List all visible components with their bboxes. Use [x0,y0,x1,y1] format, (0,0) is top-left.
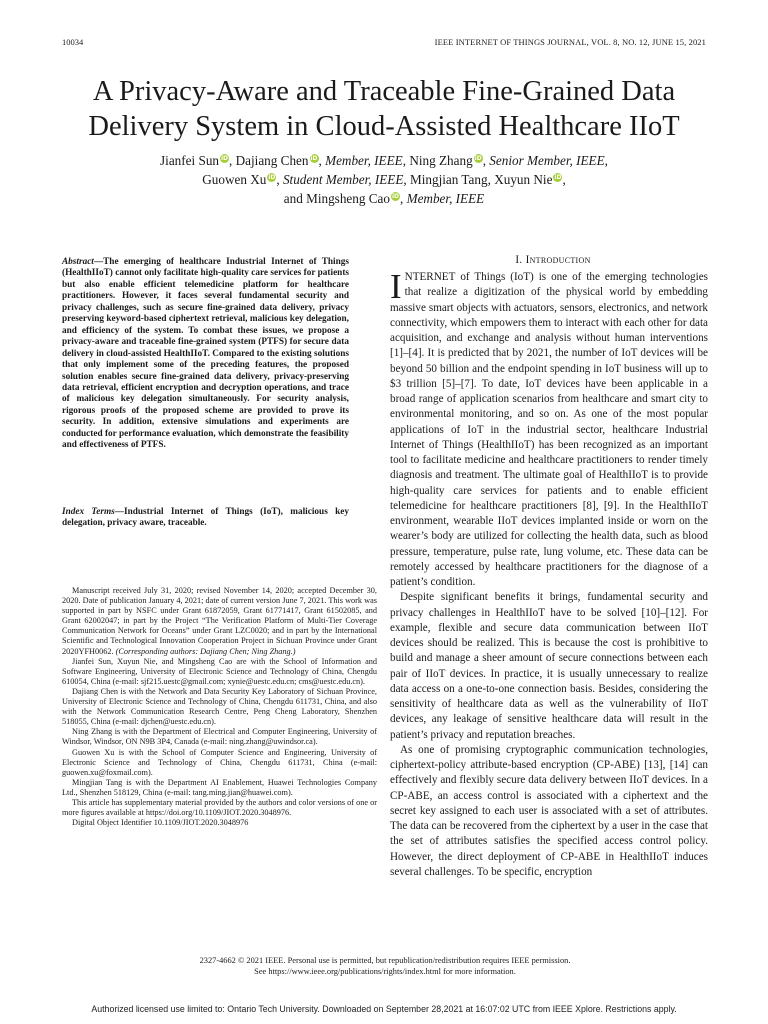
first-word: NTERNET [404,271,456,283]
abstract-text: The emerging of healthcare Industrial Internet of Things (HealthIIoT) cannot only facilitate high-quality care services for patients but also enable efficient telemedicine platform for healthcare practitioners. However, it faces several fundamental security and privacy challenges, such as secure fine-grained data delivery, privacy preserving keyword-based ciphertext retrieval, malicious key delegation, and efficiency of the system. To combat these issues, we propose a privacy-aware and traceable fine-grained system (PTFS) for secure data delivery in cloud-assisted HealthIIoT. Compared to the existing solutions that only implement some of the preceding features, the proposed solution enables secure fine-grained data delivery, privacy-preserving data retrieval, efficient encryption and decryption operations, and trace of malicious key delegation simultaneously. For security analysis, rigorous proofs of the proposed scheme are provided to prove its security. In addition, extensive simulations and experiments are conducted for performance evaluation, which demonstrate the feasibility and effectiveness of PTFS. [62,257,349,451]
orcid-icon[interactable]: iD [220,155,229,162]
author-name: Guowen Xu [202,172,267,187]
author-role: Student Member, IEEE [282,172,404,187]
section-heading [398,254,708,266]
abstract: Abstract—The emerging of healthcare Industrial Internet of Things (HealthIIoT) cannot only facilitate high-quality care services for patients but also enable efficient telemedicine platform for healthcare practitioners. However, it faces several fundamental security and privacy challenges, such as secure fine-grained data delivery, privacy preserving keyword-based ciphertext retrieval, malicious key delegation, and efficiency of the system. To combat these issues, we propose a privacy-aware and traceable fine-grained system (PTFS) for secure data delivery in cloud-assisted HealthIIoT. Compared to the existing solutions that only implement some of the preceding features, the proposed solution enables secure fine-grained data delivery, privacy-preserving data retrieval, efficient encryption and decryption operations, and trace of malicious key delegation simultaneously. For security analysis, rigorous proofs of the proposed scheme are provided to prove its security. In addition, extensive simulations and experiments are conducted for performance evaluation, which demonstrate the feasibility and effectiveness of PTFS. [62,257,349,451]
author-name: Ning Zhang [409,153,473,168]
title-line: Delivery System in Cloud-Assisted Healthcare IIoT [88,111,680,142]
author-line: and Mingsheng Cao iD, Member, IEEE [283,191,485,206]
page-number: 10034 [62,37,84,47]
footnote-supplementary: This article has supplementary material provided by the authors and color versions of one or more figures available at https://doi.org/10.1109/JIOT.2020.3048976. [62,797,377,818]
section-number: I. [515,254,523,266]
footnote-affiliation: Ning Zhang is with the Department of Electrical and Computer Engineering, University of Windsor, Windsor, ON N9B 3P4, Canada (e-mail: ning.zhang@uwindsor.ca). [62,727,377,747]
license-notice: Authorized licensed use limited to: Ontario Tech University. Downloaded on September 28,2021 at 16:07:02 UTC from IEEE Xplore. Restrictions apply. [91,1004,677,1014]
author-line: Guowen Xu iD, Student Member, IEEE, Mingjian Tang, Xuyun Nie iD, [202,172,566,187]
paragraph: As one of promising cryptographic communication technologies, ciphertext-policy attribute-based encryption (CP-ABE) [13], [14] can effectively and flexibly secure data delivery between IIoT devices. In a CP-ABE, an access control is associated with a ciphertext and the secret key assigned to each user is associated with a set of attributes. The data can be recovered from the ciphertext by a user in the case that the set of attributes satisfies the specified access control policy. However, the direct deployment of CP-ABE in HealthIIoT induces several challenges. To be specific, encryption [390,743,708,878]
author-role: Member, IEEE [406,191,485,206]
footnote-affiliation: Jianfei Sun, Xuyun Nie, and Mingsheng Cao are with the School of Information and Software Engineering, University of Electronic Science and Technology of China, Chengdu 610054, China (e-mail: sjf215.uestc@gmail.com; xynie@uestc.edu.cn; cms@uestc.edu.cn). [62,656,377,686]
introduction-body [390,267,708,880]
author-name: Mingsheng Cao [306,191,390,206]
drop-cap: I [390,267,402,306]
author-name: Xuyun Nie [494,172,553,187]
copyright-notice [62,955,708,977]
paragraph-text: of Things (IoT) is one of the emerging technologies that realize a digitization of the physical world by embedding massive smart objects with actuators, sensors, electronics, and network connectivity, which empowers them to interact with each other for data acquisition, and exchange and analysis without human interventions [1]–[4]. It is predicted that by 2021, the number of IoT devices will be beyond 50 billion and the endpoint spending in IoT business will up to $3 trillion [5]–[7]. To date, IoT devices have been applicable in a broad range of application scenarios from healthcare and smart city to environmental monitoring, and so on. As one of the most popular applications of IoT in the industrial sector, healthcare Industrial Internet of Things (HealthIIoT) has been recognized as an important tool to facilitate medicine and healthcare practitioners to render timely diagnosis and treatment. The ultimate goal of HealthIIoT is to provide high-quality care services for patients and to enable efficient telemedicine for healthcare practitioners [8], [9]. In the HealthIIoT environment, wearable IIoT devices implanted inside or worn on the wearer’s body are utilized for collecting the health data, such as blood pressure, temperature, pulse rate, lung volume, etc. These data can be remotely accessed by healthcare practitioners for the diagnose of a patient’s condition. [390,271,708,588]
index-terms-text: Industrial Internet of Things (IoT), malicious key delegation, privacy aware, traceable. [62,507,350,529]
copyright-line: 2327-4662 © 2021 IEEE. Personal use is permitted, but republication/redistribution requires IEEE permission. [199,956,571,965]
index-terms: Index Terms—Industrial Internet of Things (IoT), malicious key delegation, privacy aware, traceable. [62,507,350,529]
and-word: and [283,191,303,206]
paragraph [390,267,708,590]
orcid-icon[interactable]: iD [268,174,276,181]
author-role: Member, IEEE [325,153,403,168]
orcid-icon[interactable]: iD [310,155,318,162]
index-terms-label: Index Terms [62,507,115,517]
footnote-doi: Digital Object Identifier 10.1109/JIOT.2020.3048976 [72,818,249,828]
orcid-icon[interactable]: iD [391,193,400,200]
abstract-label: Abstract [62,257,94,267]
author-list [30,151,738,208]
orcid-icon[interactable]: iD [554,174,562,181]
manuscript-text: Manuscript received July 31, 2020; revised November 14, 2020; accepted December 30, 2020. Date of publication January 4, 2021; date of current version June 7, 2021. This work was supported in part by NSFC under Grant 61872059, Grant 61771417, Grant 61502085, and Grant 62002047; in part by the Project “The Verification Platform of Multi-Tier Coverage Communication Network for Oceans” under Grant LZC0020; and in part by the International Scientific and Technological Innovation Cooperation Project in Sichuan Province under Grant 2020YFH0062. [62,586,377,656]
corresponding-authors: (Corresponding authors: Dajiang Chen; Ning Zhang.) [115,646,296,656]
orcid-icon[interactable]: iD [474,155,482,162]
title-line: A Privacy-Aware and Traceable Fine-Grained Data [92,76,676,107]
author-name: Jianfei Sun [160,153,220,168]
footnotes [62,586,377,828]
footnote-affiliation: Dajiang Chen is with the Network and Data Security Key Laboratory of Sichuan Province, University of Electronic Science and Technology of China, Chengdu 611731, China, and also with the Network Communication Research Centre, Peng Cheng Laboratory, Shenzhen 518055, China (e-mail: djchen@uestc.edu.cn). [62,686,377,727]
author-line: Jianfei Sun iD, Dajiang Chen iD, Member, IEEE, Ning Zhang iD, Senior Member, IEEE, [160,153,608,168]
paragraph: Despite significant benefits it brings, fundamental security and privacy challenges in HealthIIoT have to be solved [10]–[12]. For example, flexible and secure data communication between IIoT devices should be realized. This is because the cost is prohibitive to build and manage a sheer amount of secure connections between each pair of IIoT devices. In practice, it is usually unnecessary to realize data access on a one-to-one connection basis. Besides, considering the sensitivity of healthcare data as well as the vulnerability of IIoT devices, any leakage of sensitive healthcare data will result in the patient’s privacy and reputation breaches. [390,591,708,741]
author-name: Dajiang Chen [235,153,309,168]
section-title: Introduction [525,254,591,266]
author-name: Mingjian Tang [410,172,488,187]
footnote-manuscript [62,586,377,657]
footnote-affiliation: Guowen Xu is with the School of Computer Science and Engineering, University of Electronic Science and Technology of China, Chengdu 611731, China (e-mail: guowen.xu@foxmail.com). [62,747,377,777]
paper-title [30,74,738,144]
author-role: Senior Member, IEEE [489,153,605,168]
running-header: IEEE INTERNET OF THINGS JOURNAL, VOL. 8, NO. 12, JUNE 15, 2021 [434,37,706,47]
footnote-affiliation: Mingjian Tang is with the Department AI Enablement, Huawei Technologies Company Ltd., Shenzhen 518129, China (e-mail: tang.ming.jian@huawei.com). [62,777,377,797]
copyright-line: See https://www.ieee.org/publications/rights/index.html for more information. [254,967,516,976]
